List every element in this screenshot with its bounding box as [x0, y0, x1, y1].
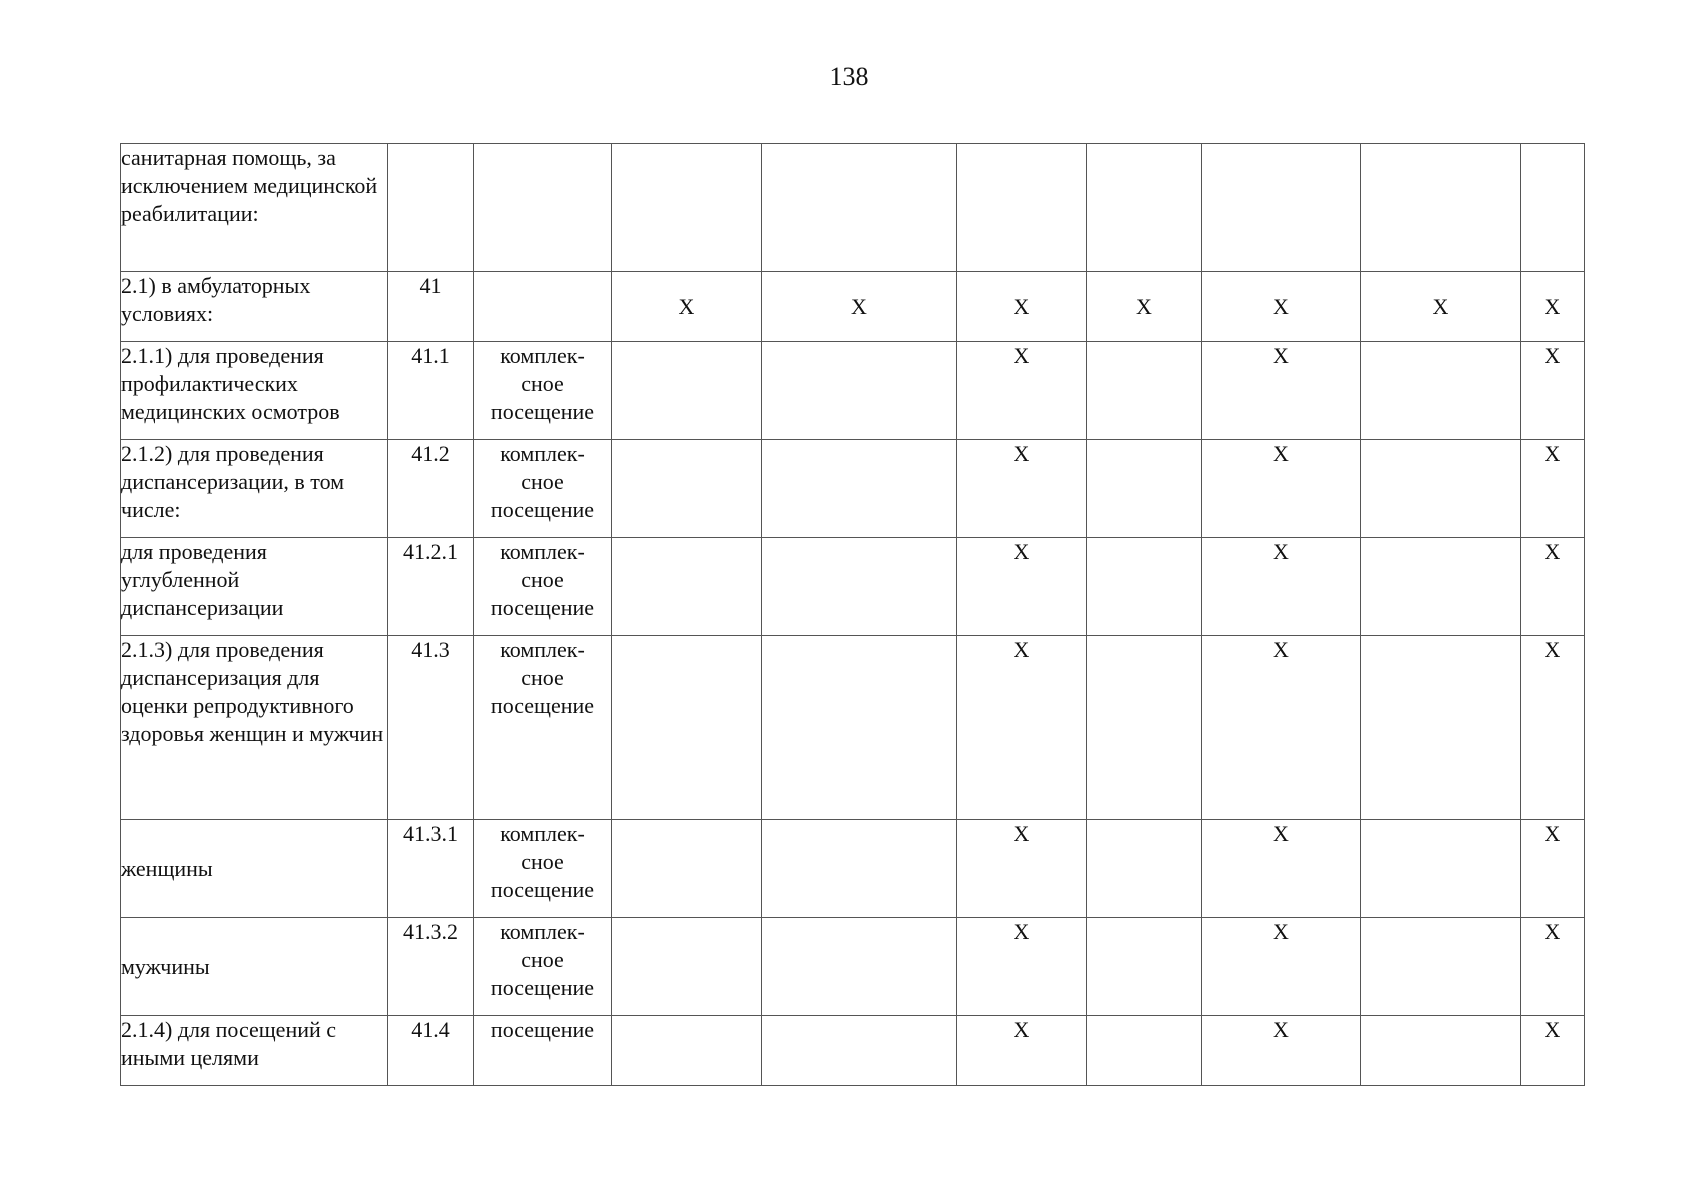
value-cell [957, 144, 1087, 272]
unit-text: комплек- [500, 637, 585, 662]
value-cell [1087, 538, 1202, 636]
row-code-cell: 41.3 [388, 636, 474, 820]
value-cell [1361, 636, 1521, 820]
unit-text: комплек- [500, 441, 585, 466]
row-unit-cell [474, 1016, 612, 1086]
row-name-cell: 2.1.1) для проведения профилактических медицинских осмотров [121, 342, 388, 440]
value-cell: X [957, 538, 1087, 636]
unit-text: посещение [490, 497, 595, 522]
value-cell: X [1521, 538, 1585, 636]
table-row [121, 820, 1585, 918]
value-cell [762, 144, 957, 272]
value-cell [1087, 440, 1202, 538]
value-cell: X [1202, 272, 1361, 342]
value-cell [1361, 144, 1521, 272]
row-name-cell: женщины [121, 820, 388, 918]
value-cell: X [1202, 918, 1361, 1016]
table-row [121, 636, 1585, 820]
table-row [121, 918, 1585, 1016]
row-unit-cell [474, 538, 612, 636]
unit-text: комплек- [500, 343, 585, 368]
value-cell [762, 440, 957, 538]
row-name-cell: 2.1.3) для проведения диспансеризация для оценки репродуктивного здоровья женщин и мужчин [121, 636, 388, 820]
unit-text: посещение [490, 975, 595, 1000]
unit-text: комплек- [500, 821, 585, 846]
value-cell [1361, 918, 1521, 1016]
unit-text: комплек- [500, 539, 585, 564]
value-cell [762, 636, 957, 820]
row-unit-cell [474, 144, 612, 272]
row-code-cell: 41.4 [388, 1016, 474, 1086]
table-row [121, 538, 1585, 636]
row-code-cell: 41.2 [388, 440, 474, 538]
value-cell: X [957, 272, 1087, 342]
row-code-cell: 41.3.1 [388, 820, 474, 918]
value-cell [762, 538, 957, 636]
row-unit-cell [474, 820, 612, 918]
value-cell: X [1521, 272, 1585, 342]
value-cell [612, 342, 762, 440]
unit-text: посещение [490, 595, 595, 620]
value-cell: X [957, 1016, 1087, 1086]
value-cell [612, 636, 762, 820]
row-code-cell: 41.1 [388, 342, 474, 440]
value-cell [1361, 1016, 1521, 1086]
value-cell: X [1202, 820, 1361, 918]
unit-text: сное [521, 849, 564, 874]
value-cell: X [957, 918, 1087, 1016]
value-cell: X [1521, 636, 1585, 820]
table-row [121, 342, 1585, 440]
unit-text: посещение [490, 1017, 595, 1042]
value-cell: X [612, 272, 762, 342]
value-cell [1521, 144, 1585, 272]
value-cell [612, 538, 762, 636]
unit-text: посещение [490, 399, 595, 424]
value-cell [1087, 636, 1202, 820]
table-row [121, 440, 1585, 538]
value-cell [1087, 1016, 1202, 1086]
value-cell: X [1361, 272, 1521, 342]
row-name-cell: санитарная помощь, за исключением медицинской реабилитации: [121, 144, 388, 272]
table-row [121, 144, 1585, 272]
value-cell [1202, 144, 1361, 272]
value-cell [612, 1016, 762, 1086]
row-code-cell [388, 144, 474, 272]
row-unit-cell [474, 272, 612, 342]
row-code-cell: 41 [388, 272, 474, 342]
row-code-cell: 41.2.1 [388, 538, 474, 636]
value-cell [612, 918, 762, 1016]
value-cell [1361, 440, 1521, 538]
value-cell: X [762, 272, 957, 342]
value-cell [1087, 820, 1202, 918]
unit-text: сное [521, 665, 564, 690]
row-name-cell: мужчины [121, 918, 388, 1016]
unit-text: сное [521, 567, 564, 592]
row-name-cell: 2.1.4) для посещений с иными целями [121, 1016, 388, 1086]
row-unit-cell [474, 342, 612, 440]
value-cell: X [957, 342, 1087, 440]
row-name-cell: 2.1.2) для проведения диспансеризации, в том числе: [121, 440, 388, 538]
unit-text: сное [521, 469, 564, 494]
value-cell: X [1521, 342, 1585, 440]
value-cell [1361, 820, 1521, 918]
value-cell: X [1521, 440, 1585, 538]
row-unit-cell [474, 918, 612, 1016]
unit-text: сное [521, 947, 564, 972]
value-cell [1087, 144, 1202, 272]
value-cell [612, 144, 762, 272]
row-code-cell: 41.3.2 [388, 918, 474, 1016]
row-unit-cell [474, 440, 612, 538]
value-cell: X [1202, 440, 1361, 538]
value-cell [1361, 538, 1521, 636]
value-cell: X [1202, 636, 1361, 820]
value-cell [762, 820, 957, 918]
value-cell: X [1202, 342, 1361, 440]
value-cell: X [1202, 538, 1361, 636]
value-cell [762, 342, 957, 440]
value-cell: X [957, 820, 1087, 918]
unit-text: посещение [490, 693, 595, 718]
value-cell: X [1521, 1016, 1585, 1086]
value-cell [612, 820, 762, 918]
table-row [121, 272, 1585, 342]
value-cell [1087, 918, 1202, 1016]
value-cell: X [1202, 1016, 1361, 1086]
row-name-cell: 2.1) в амбулаторных условиях: [121, 272, 388, 342]
value-cell [762, 1016, 957, 1086]
unit-text: комплек- [500, 919, 585, 944]
value-cell: X [1087, 272, 1202, 342]
row-unit-cell [474, 636, 612, 820]
value-cell: X [1521, 918, 1585, 1016]
unit-text: посещение [490, 877, 595, 902]
value-cell: X [1521, 820, 1585, 918]
value-cell: X [957, 440, 1087, 538]
value-cell [1361, 342, 1521, 440]
table-row [121, 1016, 1585, 1086]
row-name-cell: для проведения углубленной диспансеризации [121, 538, 388, 636]
page-number: 138 [829, 62, 869, 91]
value-cell [762, 918, 957, 1016]
value-cell [1087, 342, 1202, 440]
value-cell [612, 440, 762, 538]
data-table [120, 143, 1585, 1086]
unit-text: сное [521, 371, 564, 396]
value-cell: X [957, 636, 1087, 820]
